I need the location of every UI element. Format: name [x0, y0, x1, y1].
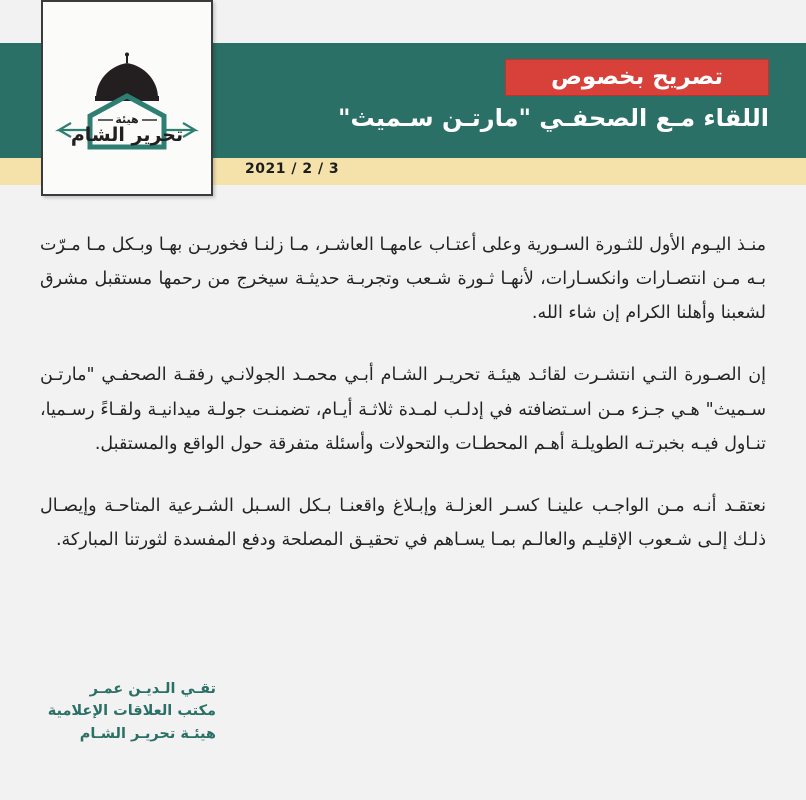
publication-date: 2021 / 2 / 3: [245, 161, 340, 177]
signatory-organization: هيئـة تحريـر الشـام: [79, 725, 216, 742]
poster-header: [0, 0, 806, 215]
statement-body: [0, 228, 806, 557]
logo-main-word: تحرير الشام: [70, 124, 184, 146]
signatory-name: تقـي الـديـن عمـر: [89, 681, 216, 697]
signature-block: [40, 678, 216, 745]
statement-banner: [505, 59, 769, 96]
statement-banner-label: تصريح بخصوص: [550, 64, 724, 90]
body-paragraph: إن الصـورة التـي انتشـرت لقائـد هيئـة تحريـر الشـام أبـي محمـد الجولانـي رفقـة الصحفـي "مارتـن سـميث" هـي جـزء مـن اسـتضافته في إدلـب لمـدة ثلاثـة أيـام، تضمنـت جولـة ميدانيـة ولقـاءً رسـميا، تنـاول فيـه بخبرتـه الطويلـة أهـم المحطـات والتحولات وأسئلة متفرقة حول الواقع والمستقبل.: [40, 365, 766, 454]
header-subtitle: اللقاء مـع الصحفـي "مارتـن سـميث": [337, 104, 769, 132]
body-paragraph: منـذ اليـوم الأول للثـورة السـورية وعلى أعتـاب عامهـا العاشـر، مـا زلنـا فخوريـن بهـا وبـكل مـا مـرّت بـه مـن انتصـارات وانكسـارات، لأنهـا ثـورة شـعب وتجربـة حديثـة سيخرج من رحمها مستقبل مشرق لشعبنا وأهلنا الكرام إن شاء الله.: [40, 235, 766, 324]
mosque-dome-logo-icon: [51, 52, 203, 157]
logo-top-word: هيئة: [115, 113, 139, 126]
body-paragraph: نعتقـد أنـه مـن الواجـب علينـا كسـر العزلـة وإبـلاغ واقعنـا بـكل السـبل الشـرعية المتاحـة وإيصـال ذلـك إلـى شـعوب الإقليـم والعالـم بمـا يسـاهم في تحقيـق المصلحة ودفع المفسدة لثورتنا المباركة.: [40, 495, 766, 550]
logo-card: [41, 0, 213, 196]
signatory-office: مكتب العلاقات الإعلامية: [47, 703, 216, 720]
